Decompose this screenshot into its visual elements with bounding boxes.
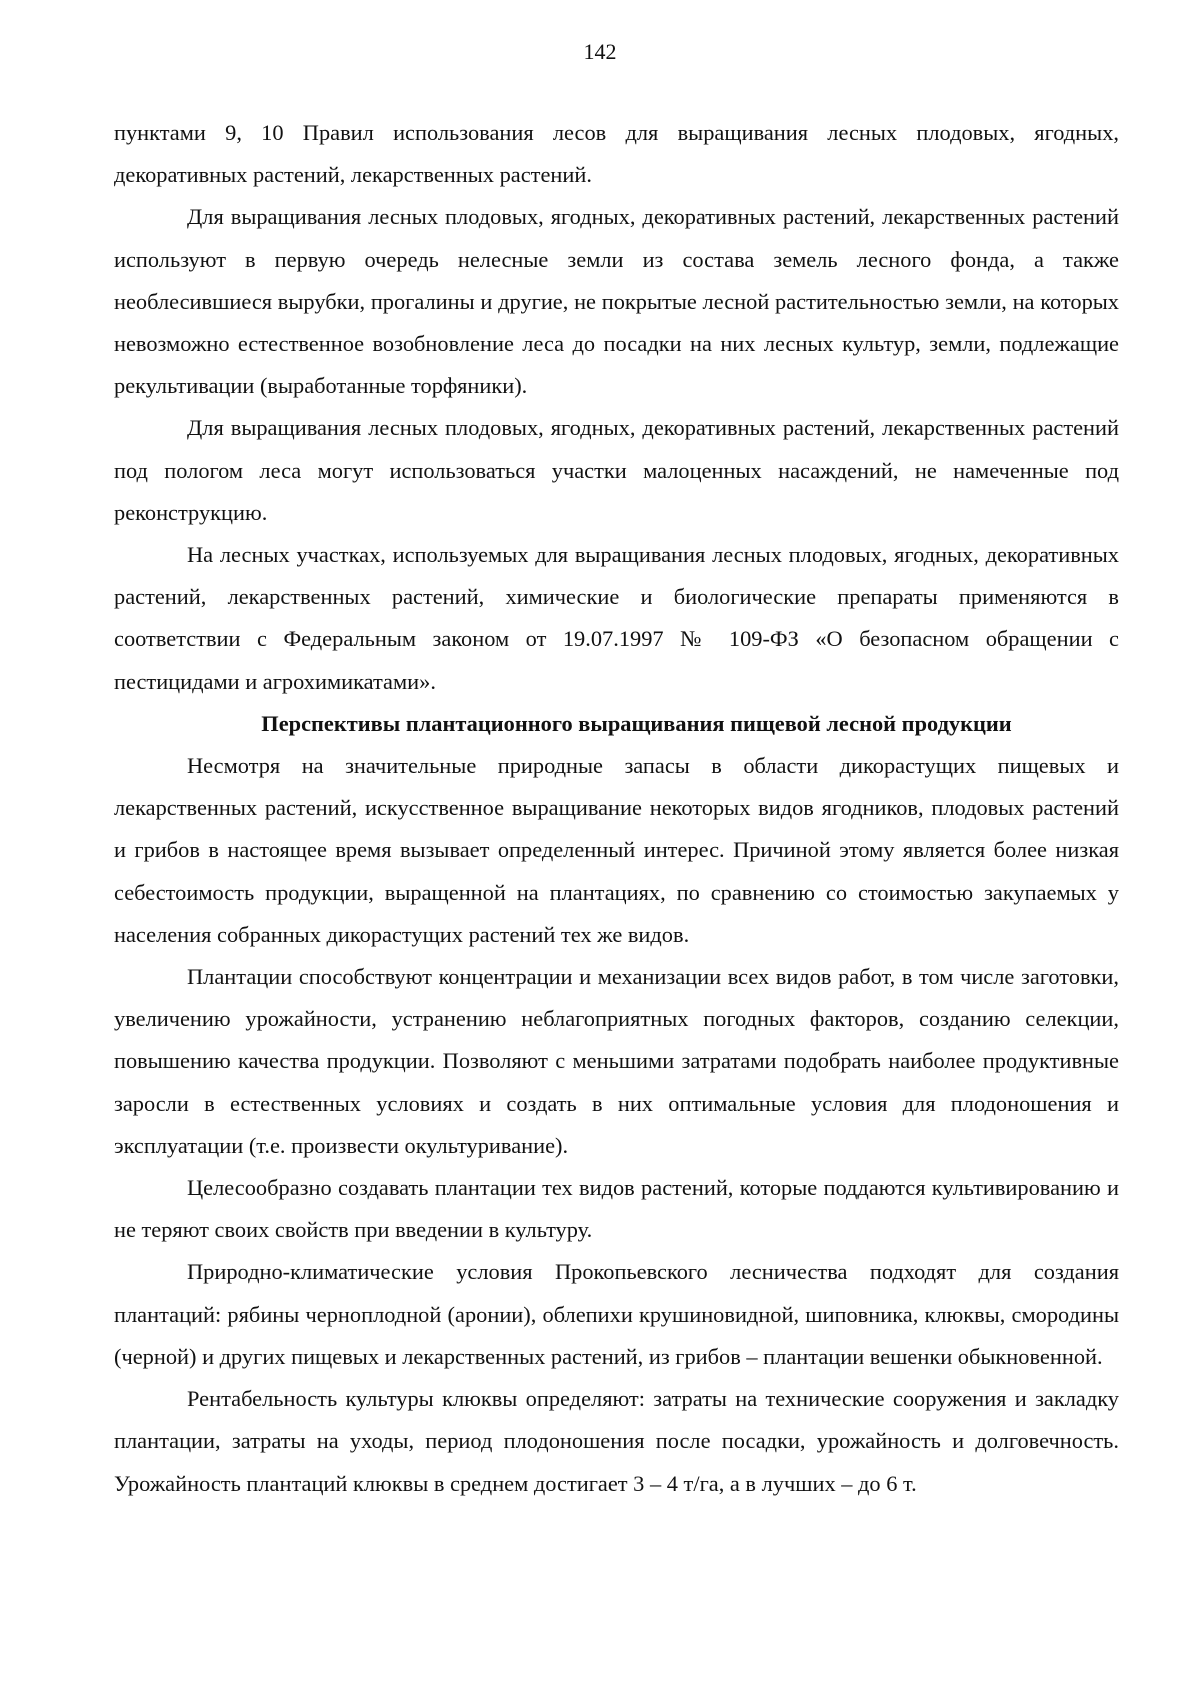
paragraph: На лесных участках, используемых для выращивания лесных плодовых, ягодных, декоративных растений, лекарственных растений, химические и биологические препараты применяются в соответствии с Федеральным законом от 19.07.1997 № 109-ФЗ «О безопасном обращении с пестицидами и агрохимикатами». [114,542,1119,694]
paragraph: Целесообразно создавать плантации тех видов растений, которые поддаются культивированию и не теряют своих свойств при введении в культуру. [114,1175,1119,1243]
document-body [114,112,1119,1505]
paragraph: Рентабельность культуры клюквы определяют: затраты на технические сооружения и закладку плантации, затраты на уходы, период плодоношения после посадки, урожайность и долговечность. Урожайность плантаций клюквы в среднем достигает 3 – 4 т/га, а в лучших – до 6 т. [114,1386,1119,1496]
paragraph: Для выращивания лесных плодовых, ягодных, декоративных растений, лекарственных растений используют в первую очередь нелесные земли из состава земель лесного фонда, а также необлесившиеся вырубки, прогалины и другие, не покрытые лесной растительностью земли, на которых невозможно естественное возобновление леса до посадки на них лесных культур, земли, подлежащие рекультивации (выработанные торфяники). [114,204,1119,399]
page-number: 142 [583,39,617,64]
paragraph: Несмотря на значительные природные запасы в области дикорастущих пищевых и лекарственных растений, искусственное выращивание некоторых видов ягодников, плодовых растений и грибов в настоящее время вызывает определенный интерес. Причиной этому является более низкая себестоимость продукции, выращенной на плантациях, по сравнению со стоимостью закупаемых у населения собранных дикорастущих растений тех же видов. [114,753,1119,947]
paragraph: Для выращивания лесных плодовых, ягодных, декоративных растений, лекарственных растений под пологом леса могут использоваться участки малоценных насаждений, не намеченные под реконструкцию. [114,415,1119,525]
paragraph: Природно-климатические условия Прокопьевского лесничества подходят для создания плантаций: рябины черноплодной (аронии), облепихи крушиновидной, шиповника, клюквы, смородины (черной) и других пищевых и лекарственных растений, из грибов – плантации вешенки обыкновенной. [114,1259,1119,1369]
paragraph: Плантации способствуют концентрации и механизации всех видов работ, в том числе заготовки, увеличению урожайности, устранению неблагоприятных погодных факторов, созданию селекции, повышению качества продукции. Позволяют с меньшими затратами подобрать наиболее продуктивные заросли в естественных условиях и создать в них оптимальные условия для плодоношения и эксплуатации (т.е. произвести окультуривание). [114,964,1119,1158]
paragraph-continuation: пунктами 9, 10 Правил использования лесов для выращивания лесных плодовых, ягодных, декоративных растений, лекарственных растений. [114,120,1119,188]
section-heading: Перспективы плантационного выращивания пищевой лесной продукции [261,710,1012,736]
